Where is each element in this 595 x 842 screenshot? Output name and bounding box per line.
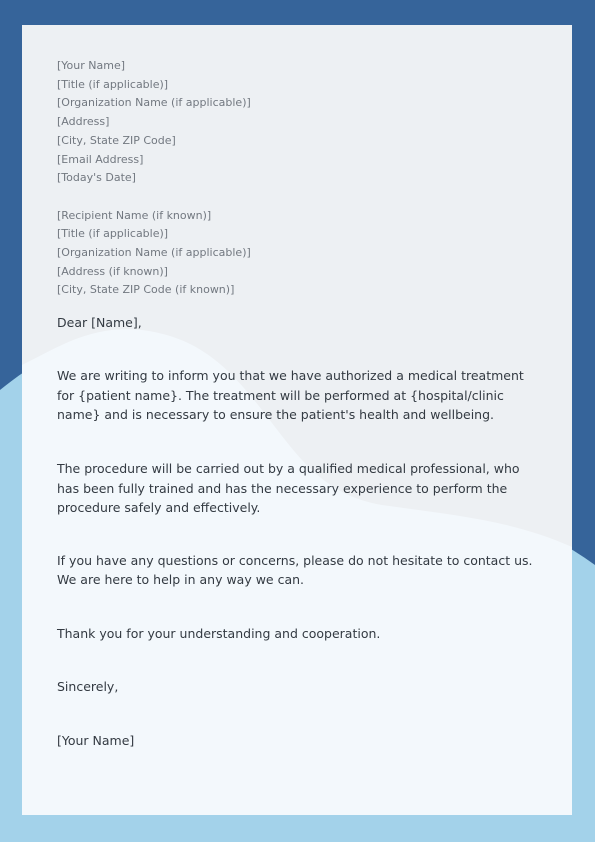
sender-address: [Address] [57,115,110,129]
sender-city-state-zip: [City, State ZIP Code] [57,133,176,147]
closing: Sincerely, [57,679,119,695]
sender-email: [Email Address] [57,152,144,166]
body-paragraph-thanks: Thank you for your understanding and cooperation. [57,625,381,641]
sender-title: [Title (if applicable)] [57,77,169,91]
signature-name: [Your Name] [57,733,135,749]
sender-organization: [Organization Name (if applicable)] [57,96,251,110]
recipient-organization: [Organization Name (if applicable)] [57,246,251,260]
body-paragraph-questions: If you have any questions or concerns, please do not hesitate to contact us. We are here to help in any way we can. [57,552,533,588]
body-paragraph-procedure: The procedure will be carried out by a qualified medical professional, who has been fully trained and has the necessary experience to perform the procedure safely and effectively. [57,460,520,516]
recipient-name: [Recipient Name (if known)] [57,208,212,222]
recipient-title: [Title (if applicable)] [57,227,169,241]
sender-name: [Your Name] [57,59,126,72]
letter-content [57,57,537,751]
recipient-address-block [57,207,537,301]
sender-address-block [57,57,537,188]
body-paragraph-intro: We are writing to inform you that we have authorized a medical treatment for {patient name}. The treatment will be performed at {hospital/clinic name} and is necessary to ensure the patient's health and wellbeing. [57,368,524,423]
letter-date: [Today's Date] [57,171,136,185]
salutation: Dear [Name], [57,315,142,331]
recipient-address: [Address (if known)] [57,264,168,278]
letter-page [22,25,572,815]
recipient-city-state-zip: [City, State ZIP Code (if known)] [57,283,235,297]
